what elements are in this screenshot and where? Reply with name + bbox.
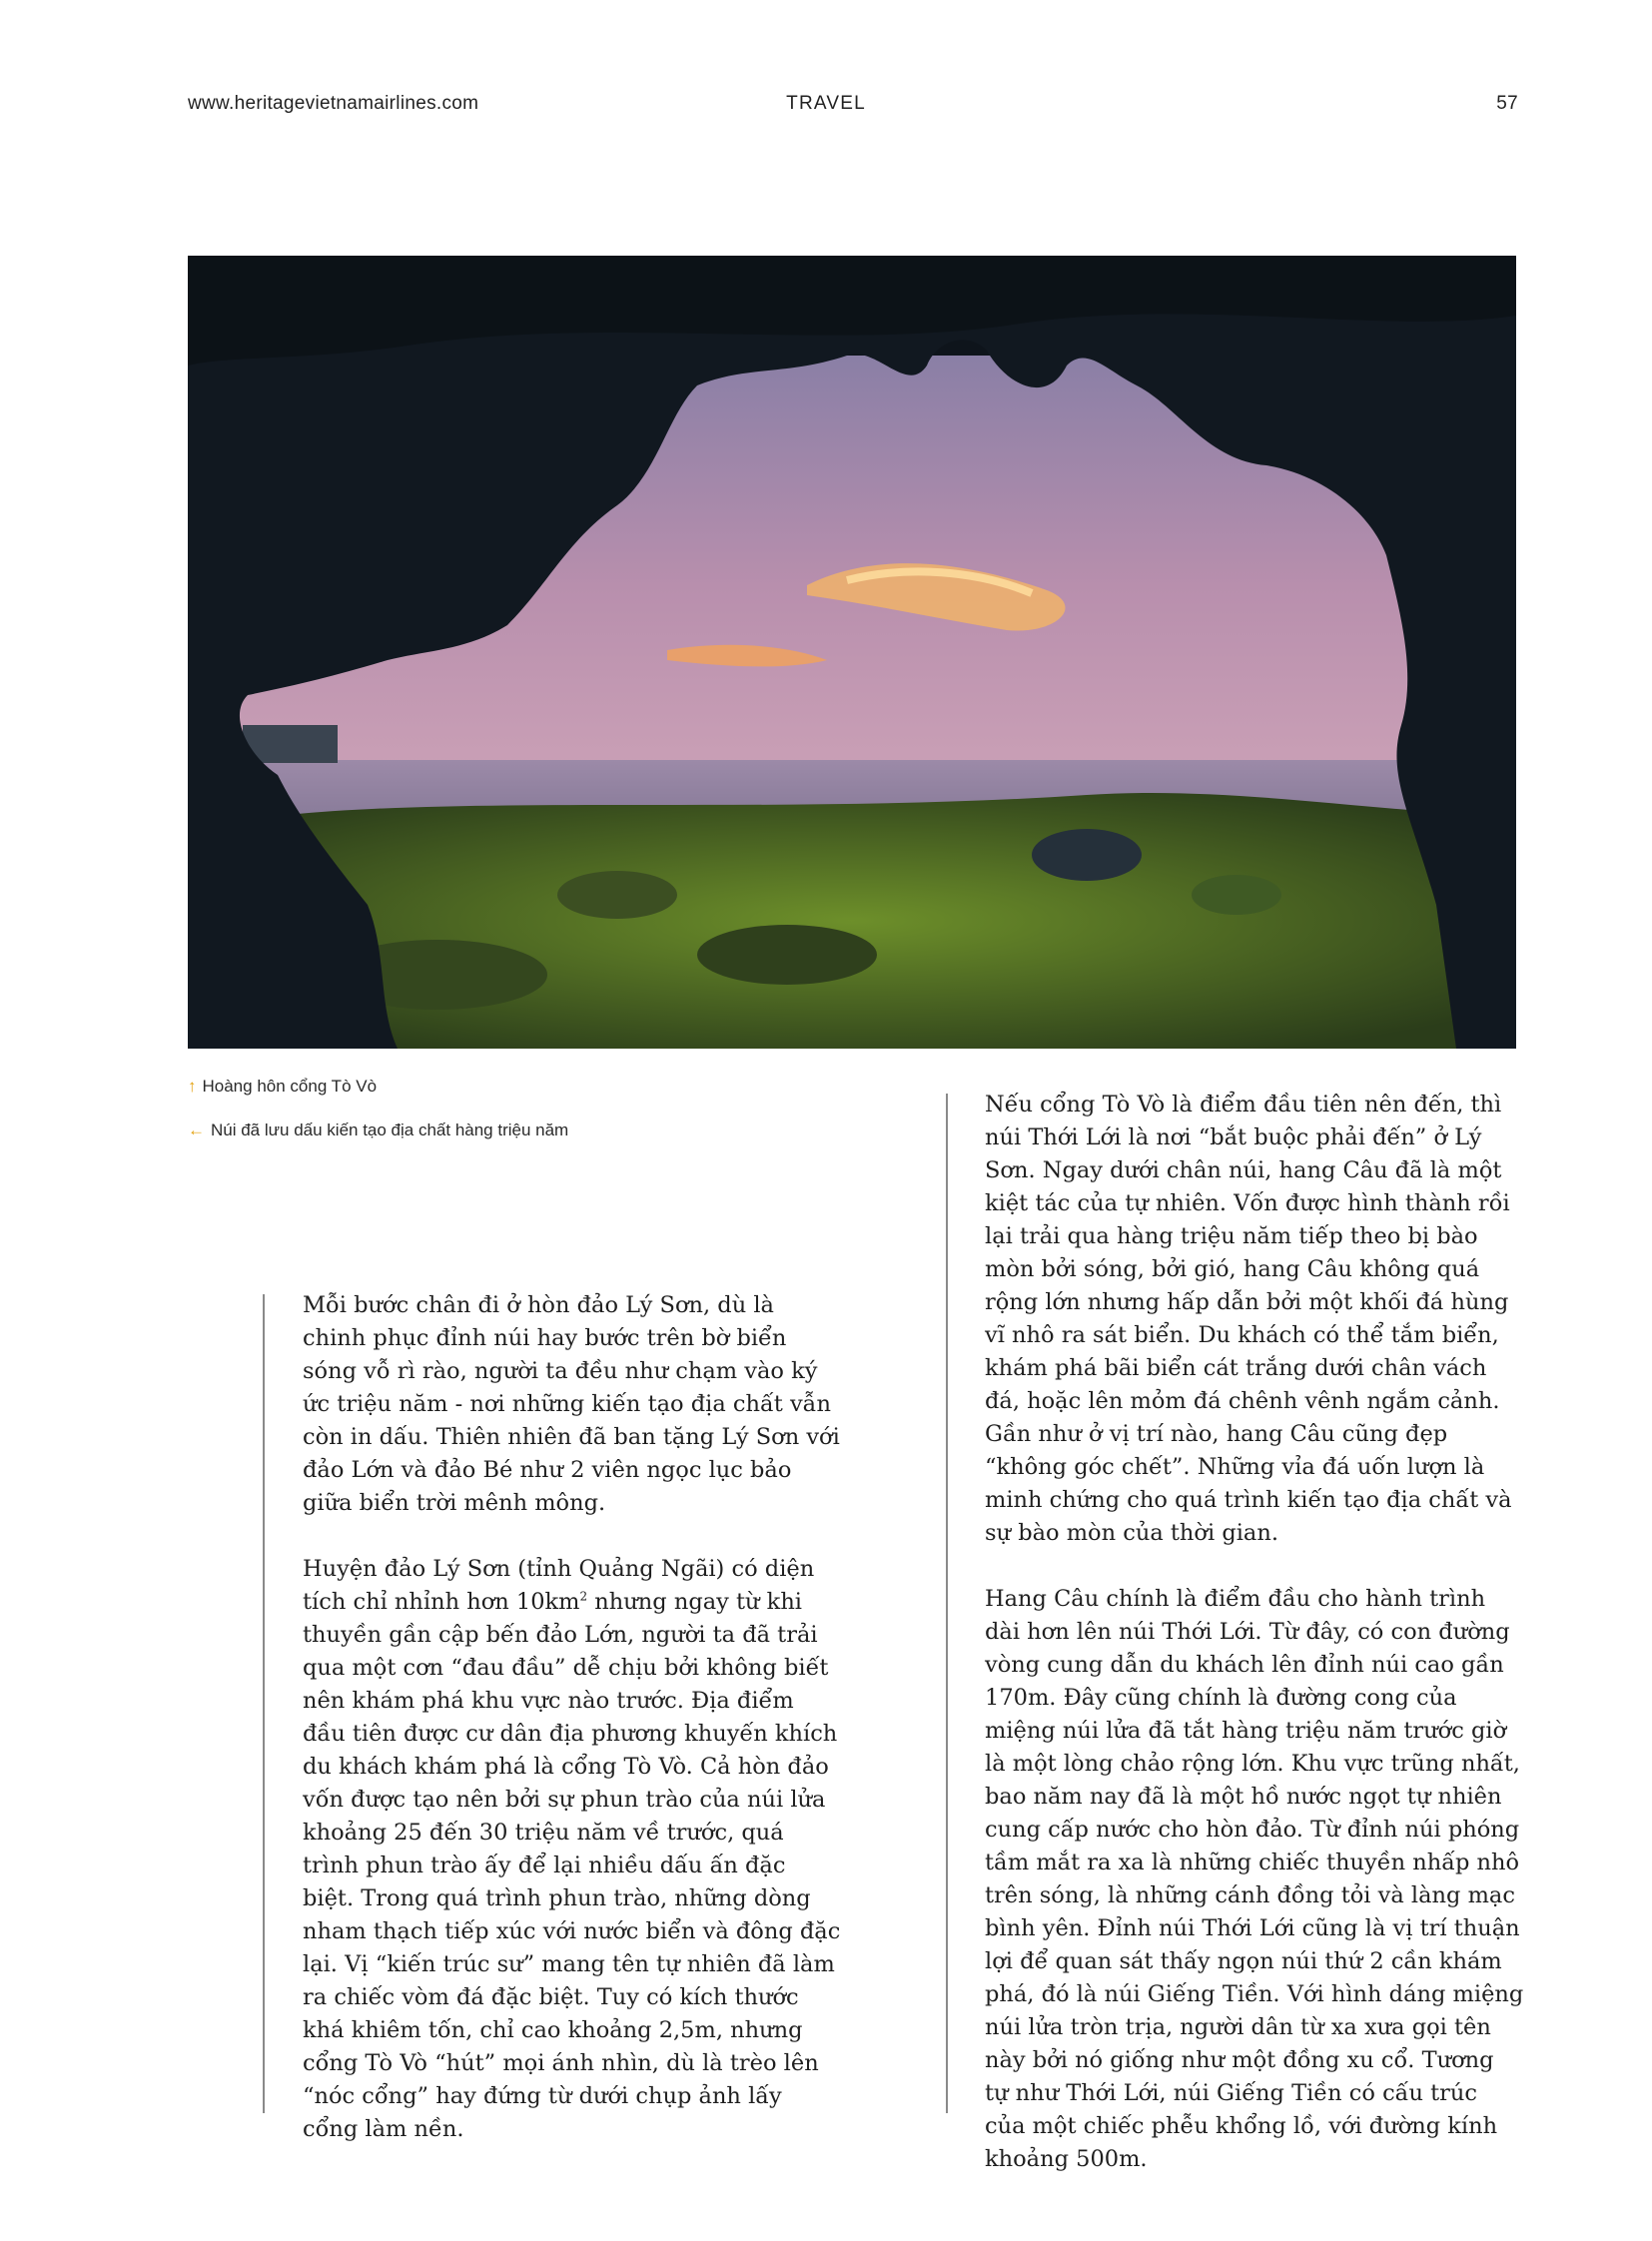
website-url: www.heritagevietnamairlines.com [188,93,479,114]
photo-captions [188,1076,568,1163]
page-number: 57 [1496,93,1518,114]
article-paragraph: Nếu cổng Tò Vò là điểm đầu tiên nên đến, thì núi Thới Lới là nơi “bắt buộc phải đến” ở Lý Sơn. Ngay dưới chân núi, hang Câu đã là một kiệt tác của tự nhiên. Vốn được hình thành rồi lại trải qua hàng triệu năm tiếp theo bị bào mòn bởi sóng, bởi gió, hang Câu không quá rộng lớn nhưng hấp dẫn bởi một khối đá hùng vĩ nhô ra sát biển. Du khách có thể tắm biển, khám phá bãi biển cát trắng dưới chân vách đá, hoặc lên mỏm đá chênh vênh ngắm cảnh. Gần như ở vị trí nào, hang Câu cũng đẹp “không góc chết”. Những vỉa đá uốn lượn là minh chứng cho quá trình kiến tạo địa chất và sự bào mòn của thời gian. [985,1092,1512,1546]
arrow-left-icon: ← [188,1120,205,1139]
caption-text: Núi đã lưu dấu kiến tạo địa chất hàng triệu năm [211,1120,569,1139]
caption-text: Hoàng hôn cổng Tò Vò [202,1077,378,1096]
article-paragraph: Mỗi bước chân đi ở hòn đảo Lý Sơn, dù là chinh phục đỉnh núi hay bước trên bờ biển sóng vỗ rì rào, người ta đều như chạm vào ký ức triệu năm - nơi những kiến tạo địa chất vẫn còn in dấu. Thiên nhiên đã ban tặng Lý Sơn với đảo Lớn và đảo Bé như 2 viên ngọc lục bảo giữa biển trời mênh mông. [303,1292,840,1516]
article-paragraph: Hang Câu chính là điểm đầu cho hành trình dài hơn lên núi Thới Lới. Từ đây, có con đường vòng cung dẫn du khách lên đỉnh núi cao gần 170m. Đây cũng chính là đường cong của miệng núi lửa đã tắt hàng triệu năm trước giờ là một lòng chảo rộng lớn. Khu vực trũng nhất, bao năm nay đã là một hồ nước ngọt tự nhiên cung cấp nước cho hòn đảo. Từ đỉnh núi phóng tầm mắt ra xa là những chiếc thuyền nhấp nhô trên sóng, là những cánh đồng tỏi và làng mạc bình yên. Đỉnh núi Thới Lới cũng là vị trí thuận lợi để quan sát thấy ngọn núi thứ 2 cần khám phá, đó là núi Giếng Tiền. Với hình dáng miệng núi lửa tròn trịa, người dân từ xa xưa gọi tên này bởi nó giống như một đồng xu cổ. Tương tự như Thới Lới, núi Giếng Tiền có cấu trúc của một chiếc phễu khổng lồ, với đường kính khoảng 500m. [985,1586,1524,2172]
section-title: TRAVEL [786,93,866,114]
article-column-right [985,1089,1524,2209]
column-divider-middle [946,1094,948,2113]
area-sentence-end: nhưng ngay từ khi thuyền gần cập bến đảo Lớn, người ta đã trải qua một cơn “đau đầu” dễ chịu bởi không biết nên khám [303,1589,829,1714]
column-divider-left [263,1294,265,2113]
article-paragraph [303,1553,842,2146]
article-column-left [303,1289,842,2179]
caption-item [188,1076,568,1120]
caption-item [188,1120,568,1163]
photo-illustration [188,256,1516,1049]
arrow-up-icon: ↑ [188,1077,197,1096]
sunset-cave-photo [188,256,1516,1049]
article-paragraph-continued: phá khu vực nào trước. Địa điểm đầu tiên được cư dân địa phương khuyến khích du khách khám phá là cổng Tò Vò. Cả hòn đảo vốn được tạo nên bởi sự phun trào của núi lửa khoảng 25 đến 30 triệu năm về trước, quá trình phun trào ấy để lại nhiều dấu ấn đặc biệt. Trong quá trình phun trào, những dòng nham thạch tiếp xúc với nước biển và đông đặc lại. Vị “kiến trúc sư” mang tên tự nhiên đã làm ra chiếc vòm đá đặc biệt. Tuy có kích thước khá khiêm tốn, chỉ cao khoảng 2,5m, nhưng cổng Tò Vò “hút” mọi ánh nhìn, dù là trèo lên “nóc cổng” hay đứng từ dưới chụp ảnh lấy cổng làm nền. [303,1688,841,2142]
area-superscript: 2 [579,1589,588,1604]
area-sentence-start: Huyện đảo Lý Sơn (tỉnh Quảng Ngãi) có diện tích chỉ nhỉnh hơn 10km [303,1556,815,1615]
